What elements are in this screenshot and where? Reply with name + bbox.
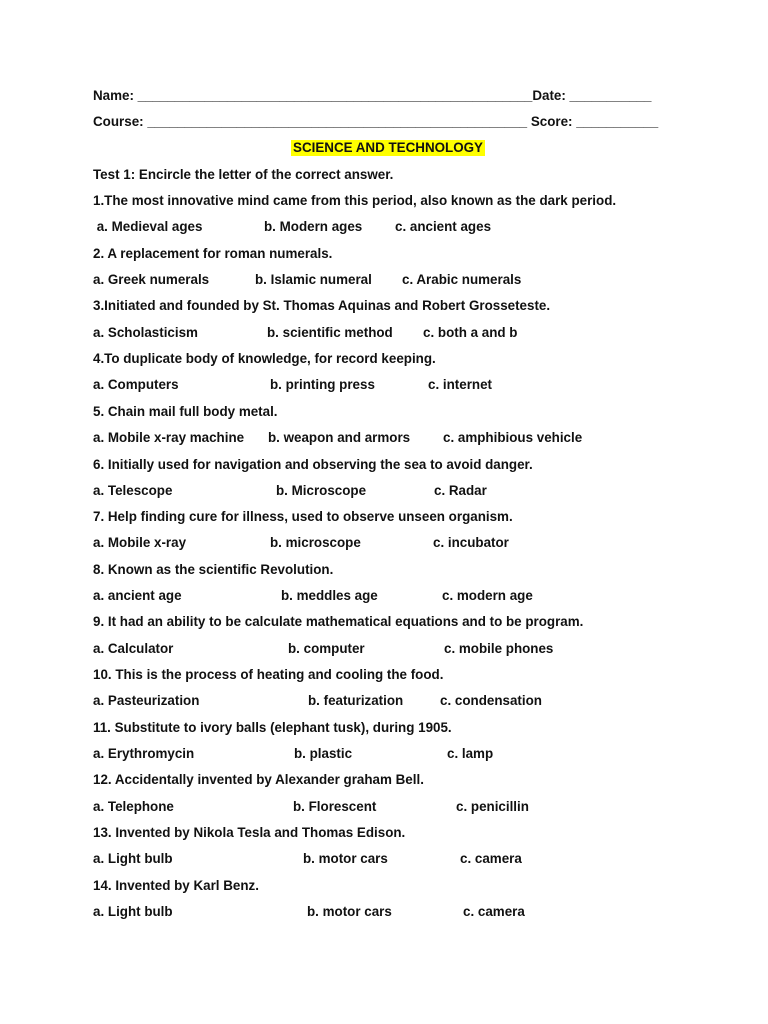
question-5: 5. Chain mail full body metal. [93,404,278,419]
q7-option-b: b. microscope [270,535,361,550]
test-instruction: Test 1: Encircle the letter of the correct answer. [93,167,394,182]
q13-option-c: c. camera [460,851,522,866]
course-score-line: Course: ___________________________________________________ Score: ___________ [93,114,659,129]
q11-option-b: b. plastic [294,746,353,761]
name-date-line: Name: _____________________________________________________Date: ___________ [93,88,652,103]
q1-option-a: a. Medieval ages [93,219,203,234]
q4-option-c: c. internet [428,377,492,392]
q8-option-b: b. meddles age [281,588,378,603]
q11-option-a: a. Erythromycin [93,746,195,761]
question-10: 10. This is the process of heating and cooling the food. [93,667,444,682]
q3-option-b: b. scientific method [267,325,393,340]
q8-option-c: c. modern age [442,588,533,603]
q7-option-a: a. Mobile x-ray [93,535,187,550]
question-11: 11. Substitute to ivory balls (elephant tusk), during 1905. [93,720,452,735]
q13-option-a: a. Light bulb [93,851,173,866]
q8-option-a: a. ancient age [93,588,182,603]
question-8: 8. Known as the scientific Revolution. [93,562,334,577]
question-2: 2. A replacement for roman numerals. [93,246,333,261]
question-3: 3.Initiated and founded by St. Thomas Aquinas and Robert Grosseteste. [93,298,551,313]
q10-option-b: b. featurization [308,693,404,708]
q14-option-b: b. motor cars [307,904,392,919]
q12-option-a: a. Telephone [93,799,174,814]
q3-option-c: c. both a and b [423,325,518,340]
q7-option-c: c. incubator [433,535,509,550]
q9-option-a: a. Calculator [93,641,174,656]
q6-option-a: a. Telescope [93,483,173,498]
q5-option-a: a. Mobile x-ray machine [93,430,245,445]
q2-option-a: a. Greek numerals [93,272,210,287]
page-title: SCIENCE AND TECHNOLOGY [293,140,483,155]
q11-option-c: c. lamp [447,746,494,761]
q9-option-b: b. computer [288,641,365,656]
q5-option-b: b. weapon and armors [268,430,411,445]
q12-option-c: c. penicillin [456,799,529,814]
question-7: 7. Help finding cure for illness, used to observe unseen organism. [93,509,513,524]
q1-option-c: c. ancient ages [395,219,492,234]
question-13: 13. Invented by Nikola Tesla and Thomas Edison. [93,825,406,840]
q6-option-c: c. Radar [434,483,487,498]
q10-option-c: c. condensation [440,693,542,708]
q3-option-a: a. Scholasticism [93,325,198,340]
q4-option-b: b. printing press [270,377,375,392]
question-9: 9. It had an ability to be calculate mathematical equations and to be program. [93,614,584,629]
question-14: 14. Invented by Karl Benz. [93,878,259,893]
question-4: 4.To duplicate body of knowledge, for record keeping. [93,351,436,366]
q4-option-a: a. Computers [93,377,179,392]
question-12: 12. Accidentally invented by Alexander graham Bell. [93,772,424,787]
q6-option-b: b. Microscope [276,483,367,498]
q5-option-c: c. amphibious vehicle [443,430,583,445]
q2-option-c: c. Arabic numerals [402,272,522,287]
q13-option-b: b. motor cars [303,851,388,866]
question-1: 1.The most innovative mind came from this period, also known as the dark period. [93,193,617,208]
q1-option-b: b. Modern ages [264,219,363,234]
q14-option-c: c. camera [463,904,525,919]
question-6: 6. Initially used for navigation and observing the sea to avoid danger. [93,457,533,472]
q9-option-c: c. mobile phones [444,641,554,656]
q14-option-a: a. Light bulb [93,904,173,919]
q12-option-b: b. Florescent [293,799,377,814]
q2-option-b: b. Islamic numeral [255,272,372,287]
title-container [0,140,768,156]
q10-option-a: a. Pasteurization [93,693,200,708]
